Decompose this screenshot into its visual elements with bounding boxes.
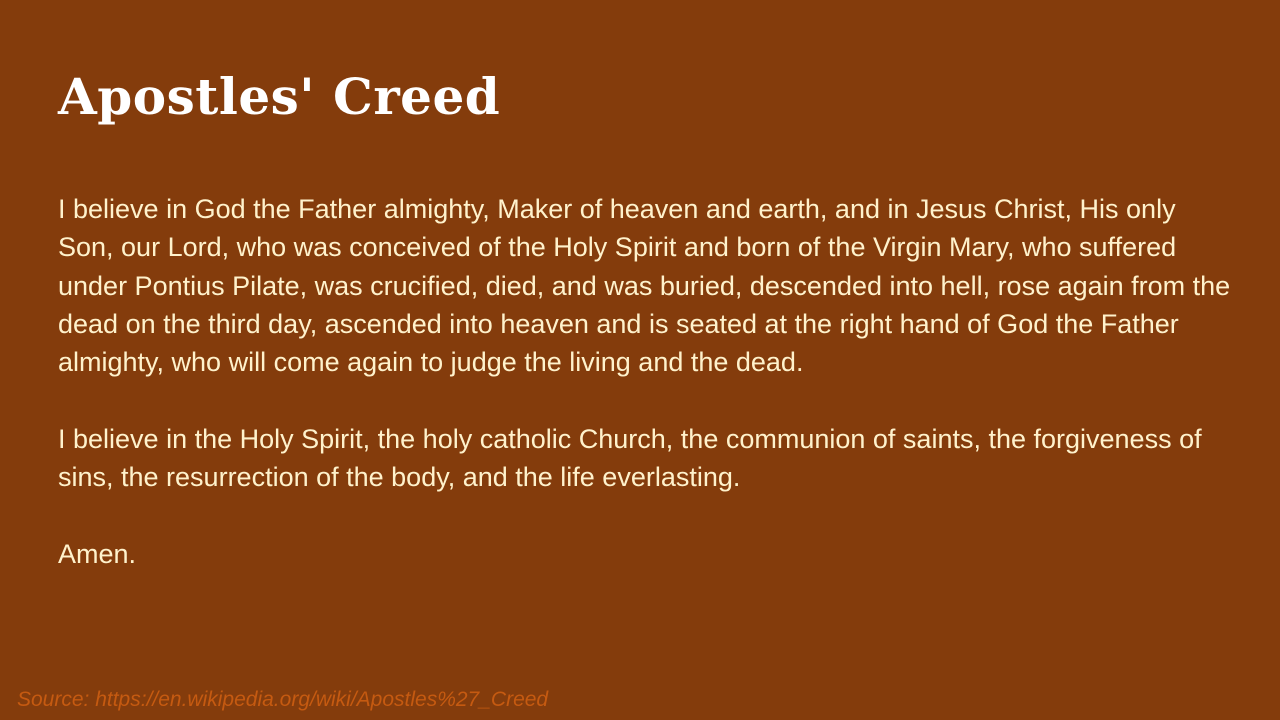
source-citation: Source: https://en.wikipedia.org/wiki/Apostles%27_Creed	[17, 688, 549, 711]
creed-paragraph-2: I believe in the Holy Spirit, the holy catholic Church, the communion of saints, the forgiveness of sins, the resurrection of the body, and the life everlasting.	[58, 423, 1202, 493]
creed-amen: Amen.	[58, 538, 137, 569]
creed-paragraph-1: I believe in God the Father almighty, Maker of heaven and earth, and in Jesus Christ, His only Son, our Lord, who was conceived of the Holy Spirit and born of the Virgin Mary, who suffered under Pontius Pilate, was crucified, died, and was buried, descended into hell, rose again from the dead on the third day, ascended into heaven and is seated at the right hand of God the Father almighty, who will come again to judge the living and the dead.	[58, 194, 1231, 378]
slide-title: Apostles' Creed	[58, 67, 501, 126]
creed-body	[58, 190, 1238, 611]
